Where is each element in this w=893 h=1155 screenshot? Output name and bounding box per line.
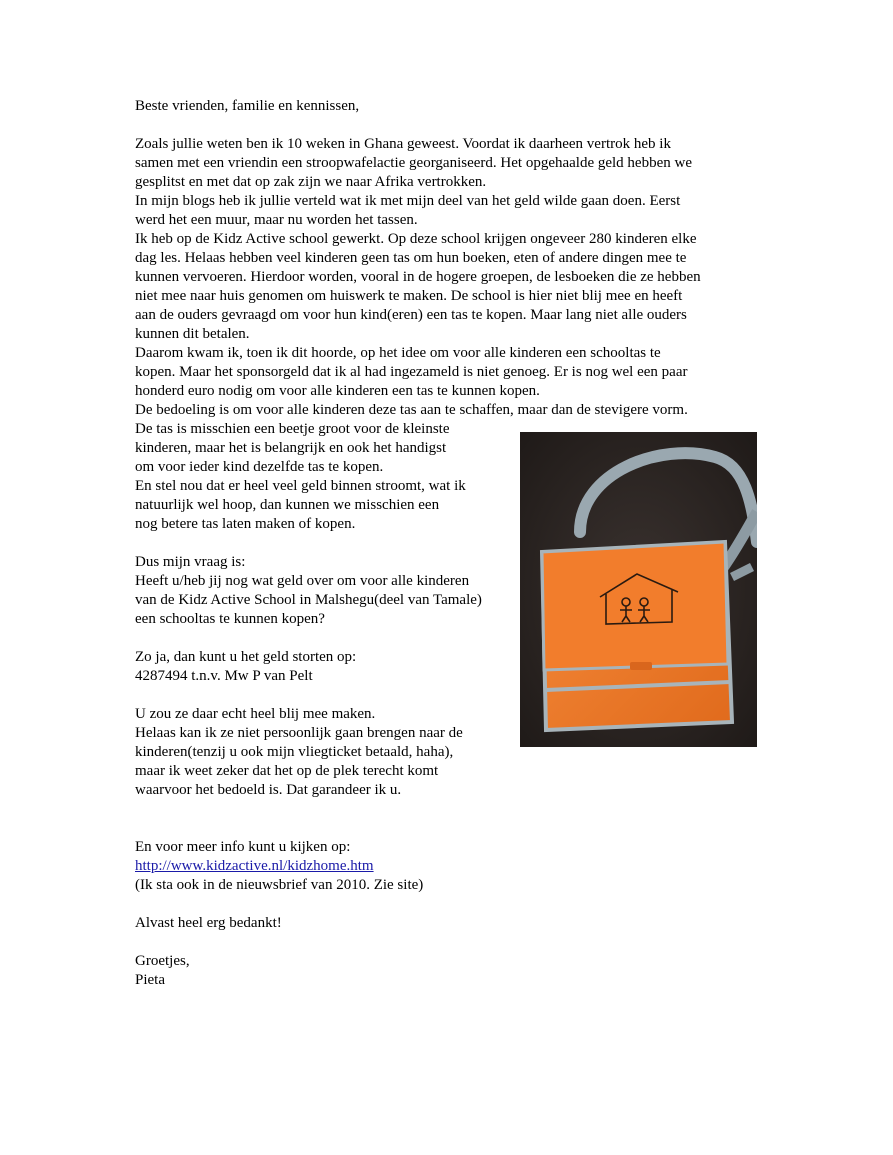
bag-illustration — [520, 432, 757, 747]
paragraph-line: kunnen vervoeren. Hierdoor worden, vooral in de hogere groepen, de lesboeken die ze hebben — [135, 269, 701, 285]
closing-line: kinderen(tenzij u ook mijn vliegticket betaald, haha), — [135, 744, 454, 760]
paragraph-line: De tas is misschien een beetje groot voor de kleinste — [135, 421, 450, 437]
paragraph-line: natuurlijk wel hoop, dan kunnen we misschien een — [135, 497, 440, 513]
paragraph-line: In mijn blogs heb ik jullie verteld wat ik met mijn deel van het geld wilde gaan doen. Eerst — [135, 193, 681, 209]
info-label: En voor meer info kunt u kijken op: — [135, 839, 351, 855]
closing-line: waarvoor het bedoeld is. Dat garandeer ik u. — [135, 782, 402, 798]
greeting: Beste vrienden, familie en kennissen, — [135, 98, 360, 114]
paragraph-line: gesplitst en met dat op zak zijn we naar Afrika vertrokken. — [135, 174, 487, 190]
thanks-line: Alvast heel erg bedankt! — [135, 915, 282, 931]
paragraph-line: De bedoeling is om voor alle kinderen deze tas aan te schaffen, maar dan de stevigere vorm. — [135, 402, 688, 418]
paragraph-line: nog betere tas laten maken of kopen. — [135, 516, 356, 532]
website-link[interactable]: http://www.kidzactive.nl/kidzhome.htm — [135, 858, 374, 874]
closing-line: U zou ze daar echt heel blij mee maken. — [135, 706, 376, 722]
paragraph-line: niet mee naar huis genomen om huiswerk te maken. De school is hier niet blij mee en heeft — [135, 288, 683, 304]
closing-line: maar ik weet zeker dat het op de plek terecht komt — [135, 763, 439, 779]
signature: Pieta — [135, 972, 165, 988]
paragraph-line: aan de ouders gevraagd om voor hun kind(eren) een tas te kopen. Maar lang niet alle ouders — [135, 307, 687, 323]
paragraph-line: Ik heb op de Kidz Active school gewerkt. Op deze school krijgen ongeveer 280 kinderen elke — [135, 231, 697, 247]
paragraph-line: Zoals jullie weten ben ik 10 weken in Ghana geweest. Voordat ik daarheen vertrok heb ik — [135, 136, 671, 152]
paragraph-line: werd het een muur, maar nu worden het tassen. — [135, 212, 418, 228]
payment-line: Zo ja, dan kunt u het geld storten op: — [135, 649, 357, 665]
paragraph-line: kunnen dit betalen. — [135, 326, 250, 342]
signoff: Groetjes, — [135, 953, 190, 969]
closing-line: Helaas kan ik ze niet persoonlijk gaan brengen naar de — [135, 725, 463, 741]
paragraph-line: honderd euro nodig om voor alle kinderen een tas te kunnen kopen. — [135, 383, 540, 399]
question-line: Dus mijn vraag is: — [135, 554, 246, 570]
paragraph-line: Daarom kwam ik, toen ik dit hoorde, op het idee om voor alle kinderen een schooltas te — [135, 345, 661, 361]
school-bag-photo — [520, 432, 757, 747]
paragraph-line: kopen. Maar het sponsorgeld dat ik al had ingezameld is niet genoeg. Er is nog wel een paar — [135, 364, 688, 380]
paragraph-line: samen met een vriendin een stroopwafelactie georganiseerd. Het opgehaalde geld hebben we — [135, 155, 692, 171]
paragraph-line: dag les. Helaas hebben veel kinderen geen tas om hun boeken, eten of andere dingen mee te — [135, 250, 687, 266]
account-number: 4287494 t.n.v. Mw P van Pelt — [135, 668, 313, 684]
info-note: (Ik sta ook in de nieuwsbrief van 2010. Zie site) — [135, 877, 424, 893]
question-line: een schooltas te kunnen kopen? — [135, 611, 325, 627]
paragraph-line: kinderen, maar het is belangrijk en ook het handigst — [135, 440, 447, 456]
question-line: van de Kidz Active School in Malshegu(deel van Tamale) — [135, 592, 482, 608]
paragraph-line: om voor ieder kind dezelfde tas te kopen. — [135, 459, 384, 475]
question-line: Heeft u/heb jij nog wat geld over om voor alle kinderen — [135, 573, 470, 589]
paragraph-line: En stel nou dat er heel veel geld binnen stroomt, wat ik — [135, 478, 466, 494]
